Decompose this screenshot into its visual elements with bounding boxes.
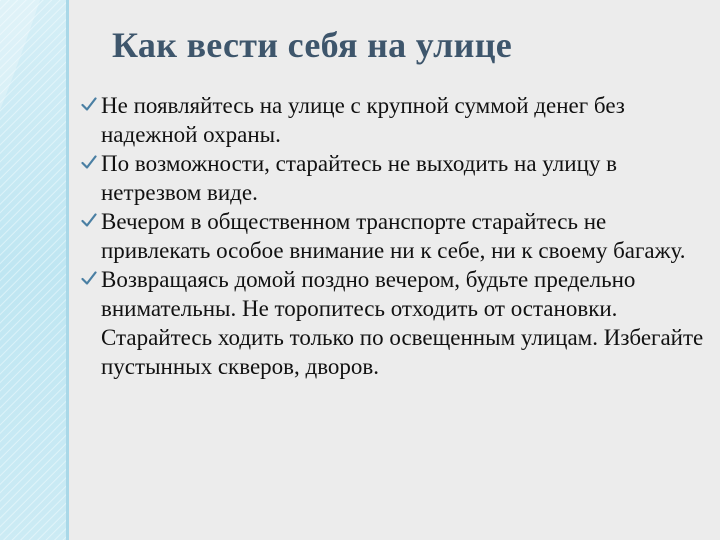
check-mark-icon [81, 270, 97, 286]
check-mark-icon [81, 212, 97, 228]
bullet-text: Не появляйтесь на улице с крупной суммой денег без надежной охраны. [101, 93, 625, 147]
check-mark-icon [81, 96, 97, 112]
bullet-text: Возвращаясь домой поздно вечером, будьте предельно внимательны. Не торопитесь отходить от остановки. Старайтесь ходить только по освещенным улицам. Избегайте пустынных скверов, дворов. [101, 267, 704, 379]
check-mark-icon [81, 154, 97, 170]
bullet-item [80, 91, 705, 149]
bullet-item [80, 265, 705, 381]
bullet-item [80, 207, 705, 265]
slide-title: Как вести себя на улице [112, 25, 513, 65]
bullet-text: По возможности, старайтесь не выходить на улицу в нетрезвом виде. [101, 151, 617, 205]
decorative-side-bar [0, 0, 80, 540]
bullet-item [80, 149, 705, 207]
bullet-text: Вечером в общественном транспорте старайтесь не привлекать особое внимание ни к себе, ни к своему багажу. [101, 209, 686, 263]
bullet-list [80, 91, 705, 381]
